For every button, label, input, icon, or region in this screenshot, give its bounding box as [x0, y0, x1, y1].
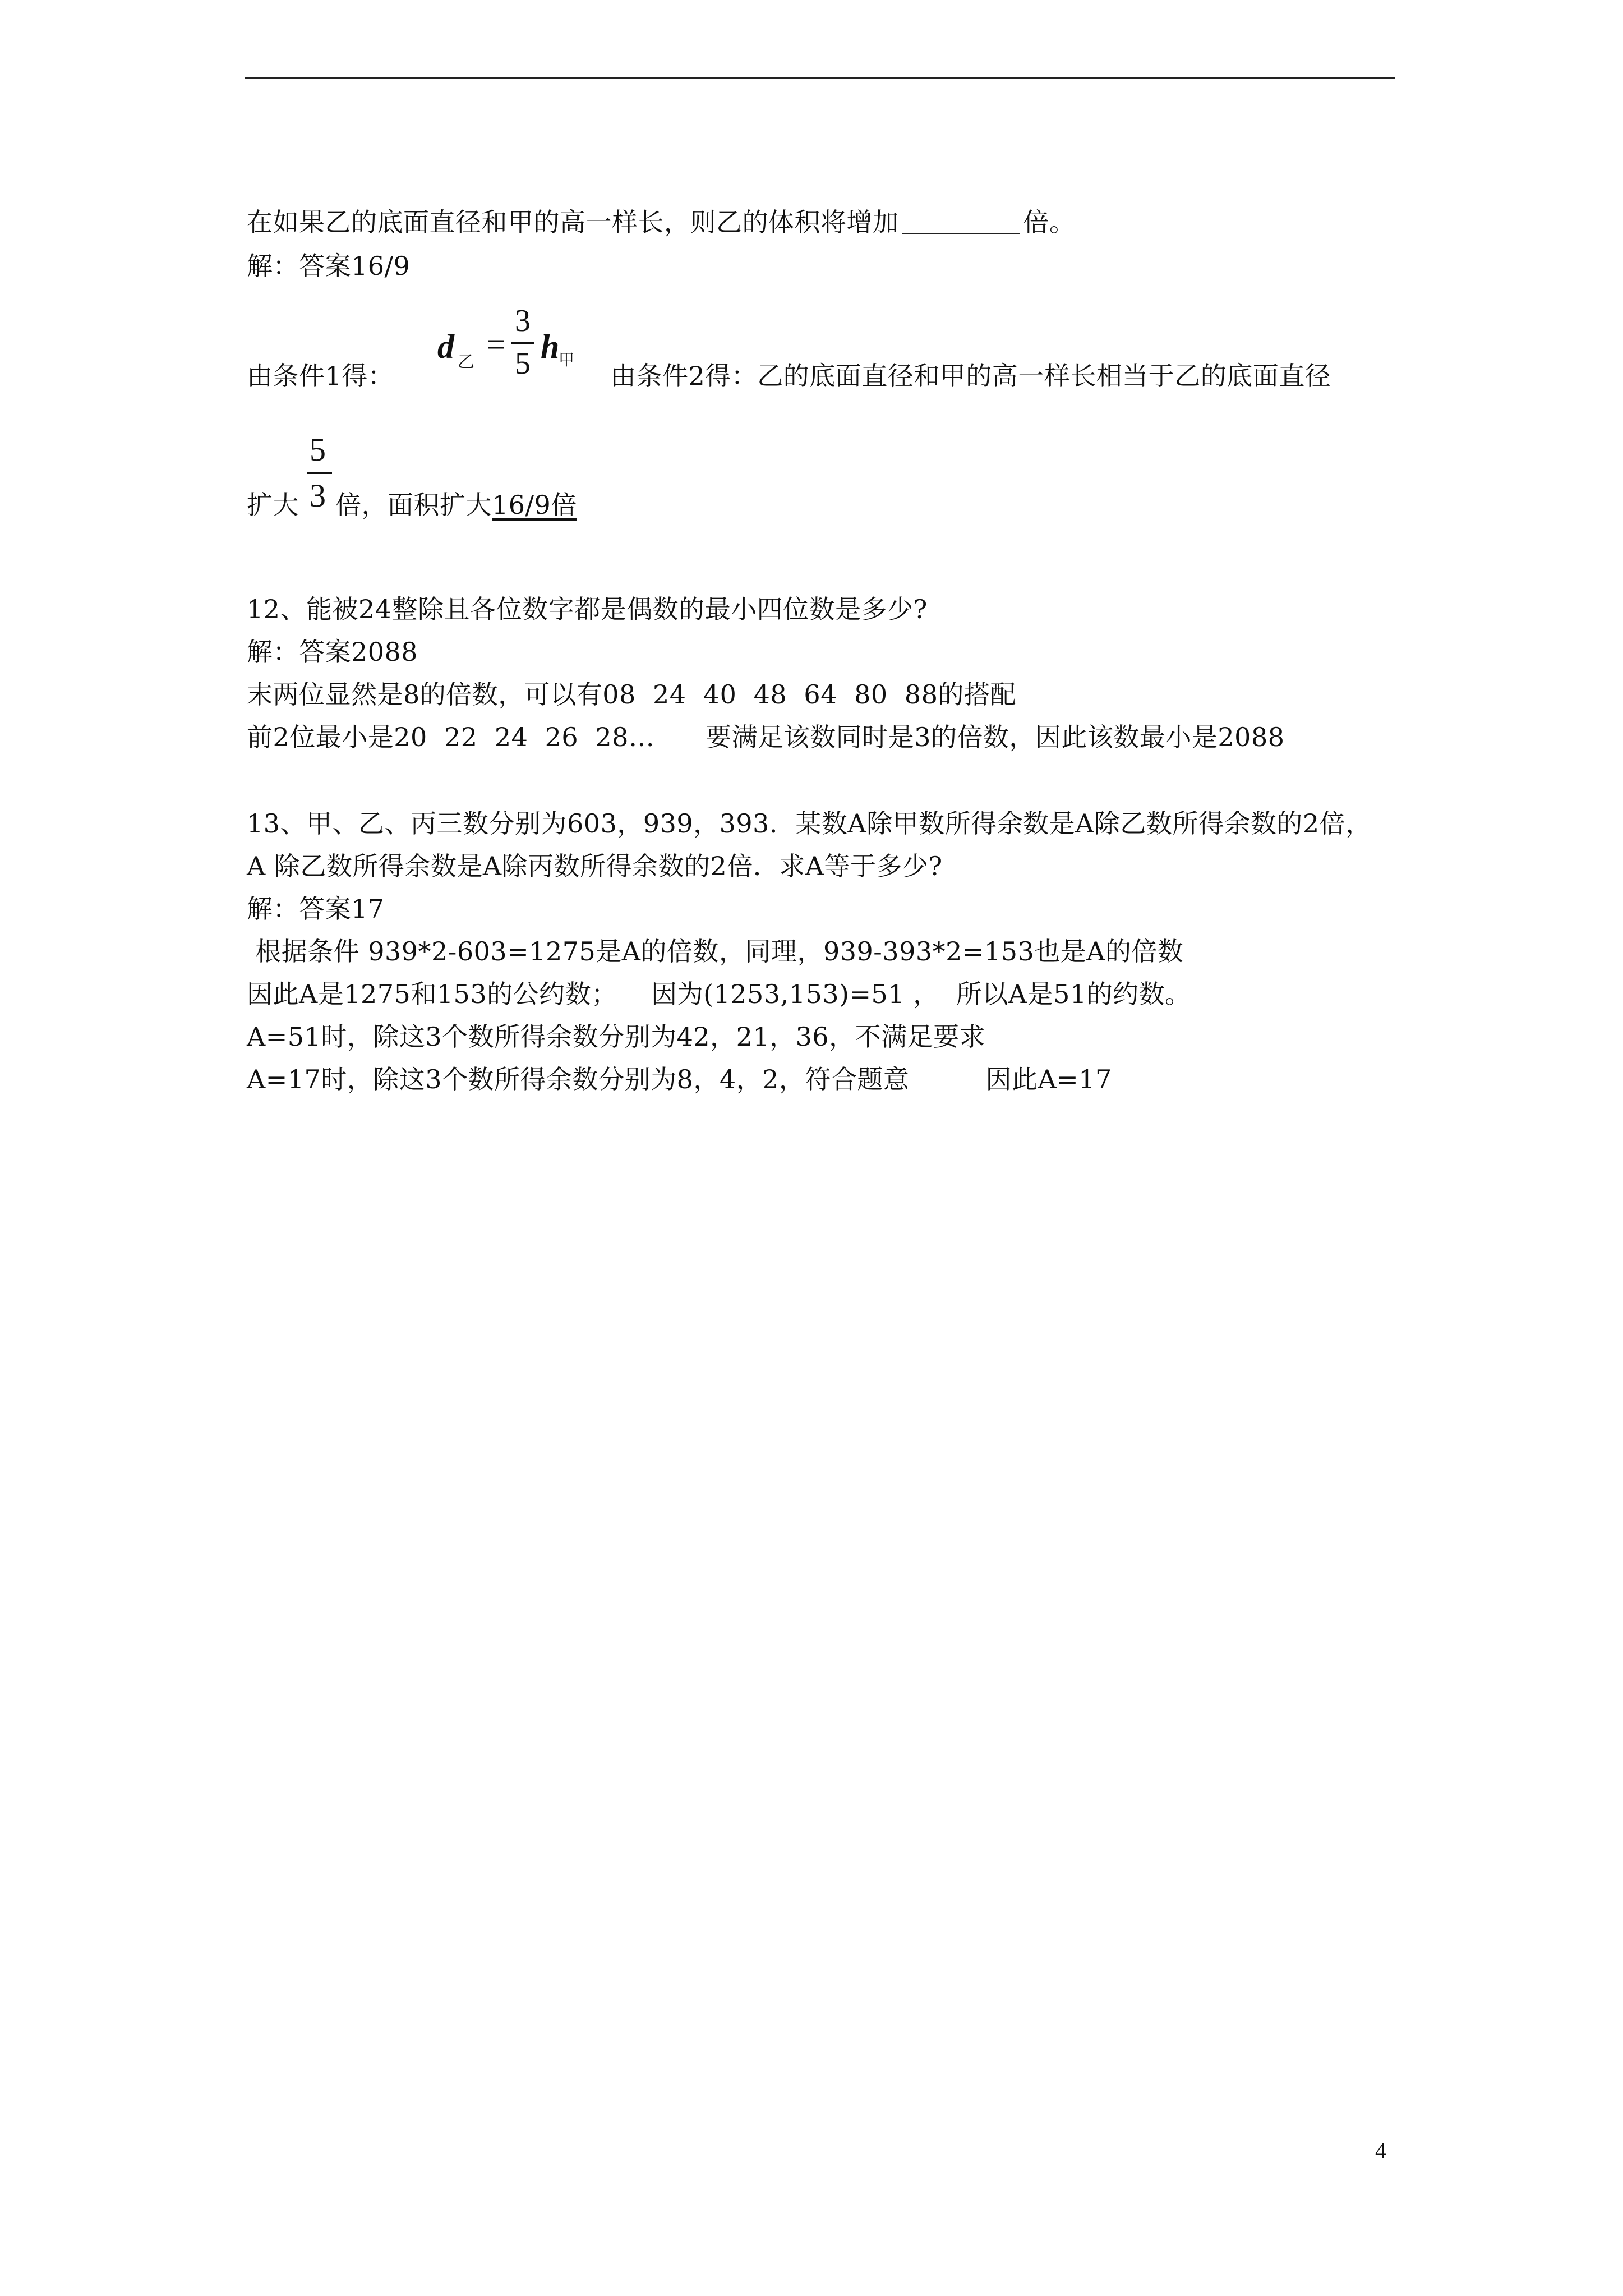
- formula-sub-jia: 甲: [559, 351, 575, 369]
- formula-d-yi: [431, 303, 577, 387]
- formula-var-d: d: [437, 328, 454, 365]
- text-line-1: [247, 206, 1076, 238]
- question-13-line-1: 13、甲、乙、丙三数分别为603，939，393．某数A除甲数所得余数是A除乙数所得余数的2倍，: [247, 808, 1372, 839]
- fraction-bar: [511, 342, 534, 344]
- text-line-4: [335, 489, 577, 521]
- question-13-line-6: A=17时，除这3个数所得余数分别为8，4，2，符合题意 因此A=17: [247, 1064, 1112, 1094]
- condition-1-label: 由条件1得：: [247, 361, 394, 391]
- text-span: 倍。: [1023, 207, 1076, 237]
- question-12-line-2: 前2位最小是20 22 24 26 28… 要满足该数同时是3的倍数，因此该数最小是2088: [247, 722, 1285, 752]
- question-13-line-5: A=51时，除这3个数所得余数分别为42，21，36，不满足要求: [247, 1022, 986, 1052]
- question-12-answer: 解：答案2088: [247, 637, 418, 667]
- question-12: 12、能被24整除且各位数字都是偶数的最小四位数是多少?: [247, 594, 928, 624]
- question-13-line-3: 根据条件 939*2-603=1275是A的倍数，同理，939-393*2=153也是A的倍数: [247, 936, 1184, 967]
- text-line-2: 解：答案16/9: [247, 251, 411, 281]
- question-13-answer: 解：答案17: [247, 894, 385, 924]
- fraction-bar: [307, 472, 332, 474]
- formula-var-h: h: [541, 328, 560, 365]
- text-span: 在如果乙的底面直径和甲的高一样长，则乙的体积将增加: [247, 207, 899, 237]
- question-12-line-1: 末两位显然是8的倍数，可以有08 24 40 48 64 80 88的搭配: [247, 679, 1016, 710]
- formula-numerator: 3: [515, 303, 531, 338]
- page-number: 4: [1375, 2138, 1386, 2163]
- text-span: 倍，面积扩大: [335, 490, 492, 520]
- underlined-answer: 16/9倍: [492, 490, 577, 520]
- formula-denominator: 5: [515, 346, 531, 381]
- answer-blank: [902, 210, 1020, 234]
- question-13-line-2: A 除乙数所得余数是A除丙数所得余数的2倍．求A等于多少?: [247, 851, 943, 881]
- condition-2-text: 由条件2得：乙的底面直径和甲的高一样长相当于乙的底面直径: [610, 361, 1331, 391]
- formula-sub-yi: 乙: [458, 352, 474, 372]
- header-rule: [245, 77, 1395, 79]
- formula-equals: =: [487, 326, 506, 363]
- fraction-denominator: 3: [310, 477, 326, 514]
- question-13-line-4: 因此A是1275和153的公约数； 因为(1253,153)=51 ， 所以A是51的约数。: [247, 979, 1191, 1009]
- fraction-numerator: 5: [310, 431, 326, 468]
- expand-label: 扩大: [247, 490, 299, 520]
